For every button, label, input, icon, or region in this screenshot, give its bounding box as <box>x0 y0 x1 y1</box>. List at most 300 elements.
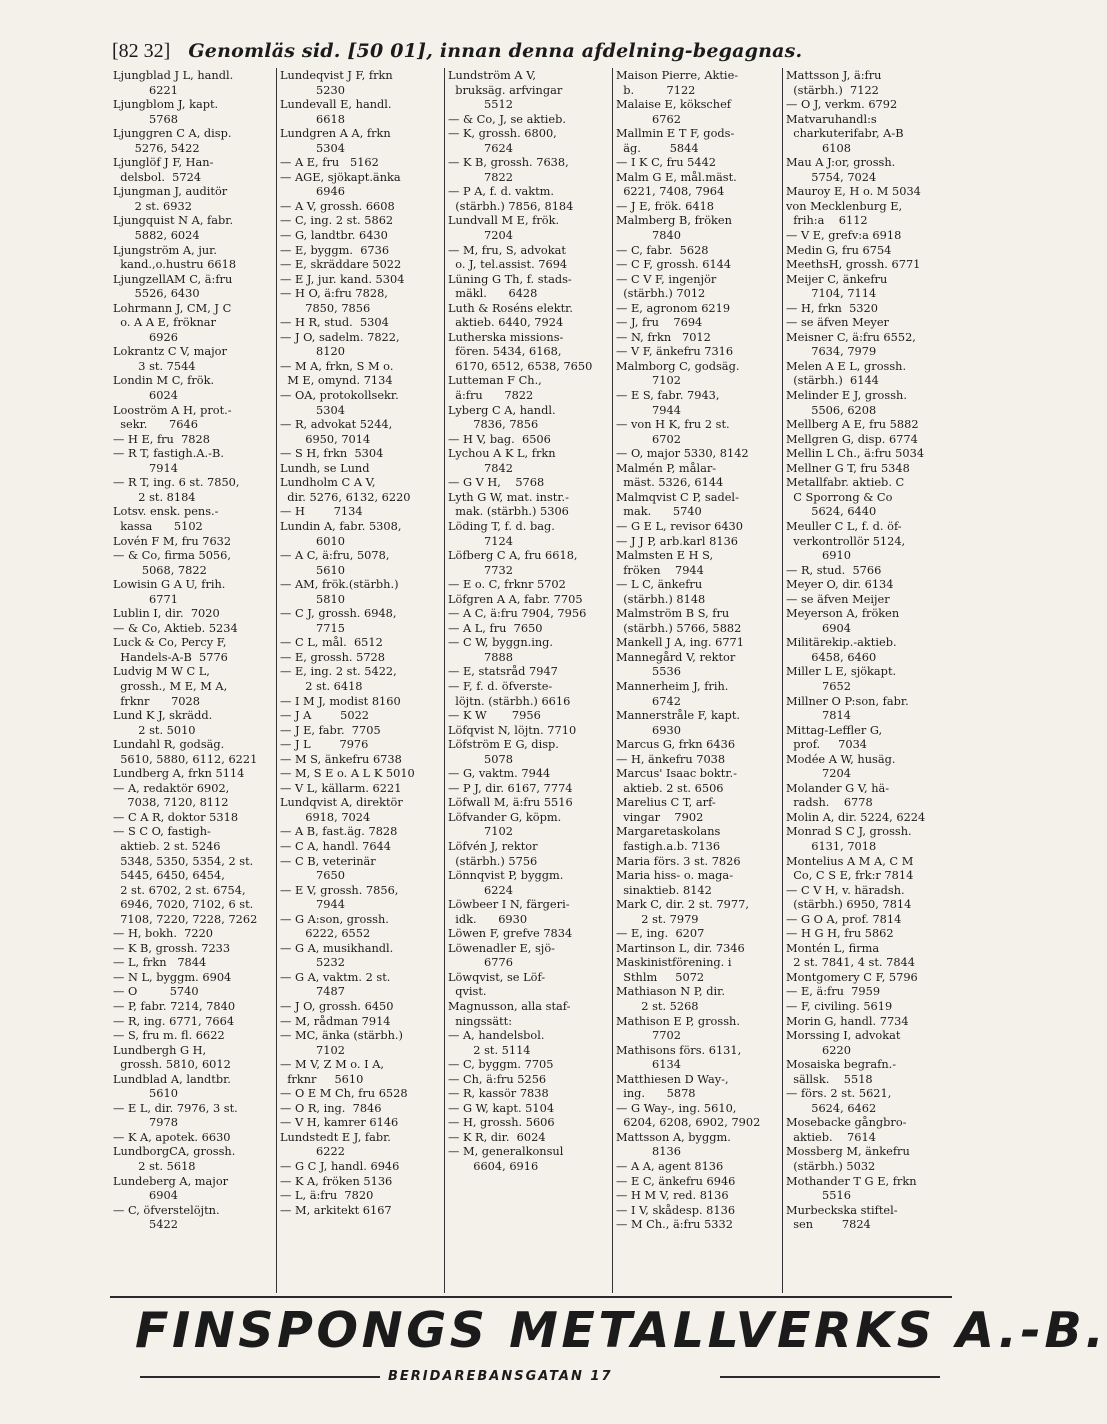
directory-entry-line: 5768 <box>113 111 178 126</box>
directory-entry-line: — G A, vaktm. 2 st. <box>280 969 391 984</box>
directory-entry-line: Militärekip.-aktieb. <box>786 635 897 650</box>
directory-entry-line: — E J, jur. kand. 5304 <box>280 271 405 286</box>
directory-entry-line: — H 7134 <box>280 504 363 519</box>
directory-entry-line: 7652 <box>786 678 851 693</box>
directory-entry-line: Molin A, dir. 5224, 6224 <box>786 809 926 824</box>
directory-entry-line: 2 st. 6702, 2 st. 6754, <box>113 882 246 897</box>
directory-entry-line: — G, landtbr. 6430 <box>280 228 388 243</box>
directory-entry-line: — E, agronom 6219 <box>616 300 731 315</box>
directory-entry-line: Malmqvist C P, sadel- <box>616 489 739 504</box>
directory-entry-line: LundborgCA, grossh. <box>113 1144 236 1159</box>
directory-entry-line: — C, fabr. 5628 <box>616 242 709 257</box>
directory-entry-line: — C, öfverstelöjtn. <box>113 1202 220 1217</box>
directory-entry-line: 7702 <box>616 1028 681 1043</box>
directory-entry-line: 5610, 5880, 6112, 6221 <box>113 751 258 766</box>
directory-entry-line: — M, fru, S, advokat <box>448 242 566 257</box>
directory-entry-line: verkontrollör 5124, <box>786 533 906 548</box>
directory-entry-line: Löfberg C A, fru 6618, <box>448 548 578 563</box>
directory-entry-line: — H R, stud. 5304 <box>280 315 389 330</box>
directory-entry-line: Mathiason N P, dir. <box>616 984 725 999</box>
directory-entry-line: 5810 <box>280 591 345 606</box>
directory-entry-line: — K R, dir. 6024 <box>448 1129 546 1144</box>
directory-entry-line: Montén L, firma <box>786 940 880 955</box>
directory-entry-line: 6904 <box>113 1188 178 1203</box>
directory-entry-line: 6170, 6512, 6538, 7650 <box>448 358 593 373</box>
directory-entry-line: 7944 <box>616 402 681 417</box>
directory-entry-line: — H, änkefru 7038 <box>616 751 726 766</box>
directory-entry-line: 7104, 7114 <box>786 286 877 301</box>
directory-entry-line: Co, C S E, frk:r 7814 <box>786 868 914 883</box>
directory-entry-line: 6221 <box>113 82 178 97</box>
directory-entry-line: mäst. 5326, 6144 <box>616 475 724 490</box>
advert-address: BERIDAREBANSGATAN 17 <box>388 1369 613 1384</box>
directory-entry-line: Lüning G Th, f. stads- <box>448 271 572 286</box>
directory-entry-line: — E, byggm. 6736 <box>280 242 390 257</box>
directory-entry-line: ä:fru 7822 <box>448 388 534 403</box>
directory-entry-line: — R T, fastigh.A.-B. <box>113 446 224 461</box>
directory-entry-line: 5516 <box>786 1188 851 1203</box>
directory-entry-line: Meyerson A, fröken <box>786 606 900 621</box>
directory-entry-line: — A E, fru 5162 <box>280 155 379 170</box>
directory-entry-line: 5276, 5422 <box>113 140 200 155</box>
directory-entry-line: 8120 <box>280 344 345 359</box>
directory-entry-line: 7814 <box>786 708 851 723</box>
directory-column <box>444 68 612 1293</box>
directory-entry-line: 2 st. 7841, 4 st. 7844 <box>786 955 915 970</box>
directory-entry-line: 6222, 6552 <box>280 926 371 941</box>
directory-entry-line: — S C O, fastigh- <box>113 824 211 839</box>
directory-entry-line: — O J, verkm. 6792 <box>786 97 898 112</box>
directory-entry-line: Lundblad A, landtbr. <box>113 1071 231 1086</box>
directory-entry-line: Montgomery C F, 5796 <box>786 969 918 984</box>
directory-entry-line: 7108, 7220, 7228, 7262 <box>113 911 258 926</box>
directory-entry-line: — O 5740 <box>113 984 199 999</box>
directory-entry-line: löjtn. (stärbh.) 6616 <box>448 693 571 708</box>
directory-entry-line: — O E M Ch, fru 6528 <box>280 1086 408 1101</box>
directory-entry-line: — O, major 5330, 8142 <box>616 446 749 461</box>
directory-entry-line: Mannegård V, rektor <box>616 649 736 664</box>
advert-address-rule-right <box>720 1376 940 1378</box>
directory-entry-line: mak. (stärbh.) 5306 <box>448 504 569 519</box>
directory-entry-line: Mellner G T, fru 5348 <box>786 460 910 475</box>
directory-entry-line: — A, handelsbol. <box>448 1028 545 1043</box>
directory-entry-line: 5304 <box>280 402 345 417</box>
directory-entry-line: Mallmin E T F, gods- <box>616 126 735 141</box>
directory-entry-line: frknr 5610 <box>280 1071 364 1086</box>
directory-entry-line: 7102 <box>280 1042 345 1057</box>
directory-entry-line: — M S, änkefru 6738 <box>280 751 402 766</box>
directory-entry-line: — A V, grossh. 6608 <box>280 198 395 213</box>
directory-entry-line: — E, ing. 6207 <box>616 926 705 941</box>
directory-entry-line: — R, ing. 6771, 7664 <box>113 1013 235 1028</box>
directory-entry-line: 6904 <box>786 620 851 635</box>
directory-entry-line: Löfström E G, disp. <box>448 737 559 752</box>
directory-entry-line: — M, arkitekt 6167 <box>280 1202 392 1217</box>
directory-entry-line: 7888 <box>448 649 513 664</box>
directory-entry-line: — J E, fabr. 7705 <box>280 722 381 737</box>
directory-entry-line: Lundqvist A, direktör <box>280 795 403 810</box>
directory-entry-line: 5078 <box>448 751 513 766</box>
directory-entry-line: sekr. 7646 <box>113 417 198 432</box>
directory-entry-line: frknr 7028 <box>113 693 200 708</box>
directory-entry-line: — E, ing. 2 st. 5422, <box>280 664 397 679</box>
directory-entry-line: Mittag-Leffler G, <box>786 722 883 737</box>
directory-entry-line: — P, fabr. 7214, 7840 <box>113 999 236 1013</box>
directory-entry-line: grossh., M E, M A, <box>113 678 228 693</box>
directory-entry-line: 5610 <box>113 1086 178 1101</box>
directory-entry-line: Marcus' Isaac boktr.- <box>616 766 737 781</box>
directory-entry-line: delsbol. 5724 <box>113 169 202 184</box>
directory-entry-line: 7978 <box>113 1115 178 1130</box>
directory-entry-line: — C F, grossh. 6144 <box>616 257 732 272</box>
directory-entry-line: Matvaruhandl:s <box>786 111 877 126</box>
directory-entry-line: Luck & Co, Percy F, <box>113 635 227 650</box>
directory-entry-line: 5536 <box>616 664 681 679</box>
directory-entry-line: prof. 7034 <box>786 737 868 752</box>
directory-entry-line: — M V, Z M o. I A, <box>280 1057 385 1072</box>
directory-entry-line: dir. 5276, 6132, 6220 <box>280 489 411 504</box>
directory-entry-line: 2 st. 5010 <box>113 722 196 737</box>
directory-entry-line: qvist. <box>448 984 487 999</box>
directory-entry-line: — A B, fast.äg. 7828 <box>280 824 398 839</box>
directory-entry-line: — & Co, firma 5056, <box>113 548 231 563</box>
directory-entry-line: Melen A E L, grossh. <box>786 358 907 373</box>
directory-entry-line: — AGE, sjökapt.änka <box>280 169 401 184</box>
directory-entry-line: — G A:son, grossh. <box>280 911 389 926</box>
directory-entry-line: bruksäg. arfvingar <box>448 82 563 97</box>
directory-entry-line: ing. 5878 <box>616 1086 696 1101</box>
directory-entry-line: — J E, frök. 6418 <box>616 198 715 213</box>
directory-entry-line: Lovén F M, fru 7632 <box>113 533 232 548</box>
directory-entry-line: — J, fru 7694 <box>616 315 703 330</box>
directory-entry-line: — L C, änkefru <box>616 577 703 592</box>
directory-entry-line: — S H, frkn 5304 <box>280 446 384 461</box>
directory-entry-line: 7650 <box>280 868 345 883</box>
directory-entry-line: 6131, 7018 <box>786 838 877 853</box>
directory-entry-line: Mankell J A, ing. 6771 <box>616 635 744 650</box>
directory-entry-line: 7624 <box>448 140 513 155</box>
directory-entry-line: Mathison E P, grossh. <box>616 1013 740 1028</box>
directory-entry-line: — J O, grossh. 6450 <box>280 999 394 1013</box>
directory-entry-line: von Mecklenburg E, <box>786 198 903 213</box>
directory-entry-line: — M, rådman 7914 <box>280 1013 391 1028</box>
directory-entry-line: — I V, skådesp. 8136 <box>616 1202 736 1217</box>
directory-entry-line: Lundholm C A V, <box>280 475 376 490</box>
directory-entry-line: 5754, 7024 <box>786 169 877 184</box>
directory-entry-line: 2 st. 5618 <box>113 1159 196 1174</box>
directory-entry-line: Lyberg C A, handl. <box>448 402 556 417</box>
directory-entry-line: 7850, 7856 <box>280 300 371 315</box>
directory-entry-line: — V L, källarm. 6221 <box>280 780 402 795</box>
directory-entry-line: — O R, ing. 7846 <box>280 1100 382 1115</box>
page-header <box>112 40 942 70</box>
directory-entry-line: Metallfabr. aktieb. C <box>786 475 905 490</box>
directory-entry-line: — J L 7976 <box>280 737 369 752</box>
directory-entry-line: — K, grossh. 6800, <box>448 126 557 141</box>
directory-entry-line: 7102 <box>448 824 513 839</box>
directory-entry-line: — & Co, J, se aktieb. <box>448 111 567 126</box>
directory-entry-line: — Ch, ä:fru 5256 <box>448 1071 547 1086</box>
directory-entry-line: — I M J, modist 8160 <box>280 693 401 708</box>
directory-entry-line: Malmberg B, fröken <box>616 213 732 228</box>
directory-entry-line: Marcus G, frkn 6436 <box>616 737 736 752</box>
directory-entry-line: 5348, 5350, 5354, 2 st. <box>113 853 254 868</box>
directory-entry-line: — A, redaktör 6902, <box>113 780 230 795</box>
directory-entry-line: Lundahl R, godsäg. <box>113 737 225 752</box>
directory-entry-line: — V F, änkefru 7316 <box>616 344 734 359</box>
directory-entry-line: Meyer O, dir. 6134 <box>786 577 894 592</box>
directory-entry-line: Löfvander G, köpm. <box>448 809 562 824</box>
directory-entry-line: — G V H, 5768 <box>448 475 545 490</box>
directory-entry-line: vingar 7902 <box>616 809 704 824</box>
directory-entry-line: Lyth G W, mat. instr.- <box>448 489 569 504</box>
directory-entry-line: 7732 <box>448 562 513 577</box>
directory-entry-line: — E o. C, frknr 5702 <box>448 577 566 592</box>
directory-entry-line: 5624, 6462 <box>786 1100 877 1115</box>
directory-entry-line: äg. 5844 <box>616 140 699 155</box>
directory-entry-line: 7634, 7979 <box>786 344 877 359</box>
directory-entry-line: — K A, fröken 5136 <box>280 1173 393 1188</box>
directory-entry-line: — se äfven Meijer <box>786 591 890 606</box>
directory-entry-line: 2 st. 8184 <box>113 489 196 504</box>
directory-entry-line: Ljungman J, auditör <box>113 184 228 199</box>
directory-entry-line: 7204 <box>448 228 513 243</box>
directory-entry-line: — se äfven Meyer <box>786 315 889 330</box>
directory-entry-line: 7944 <box>280 897 345 912</box>
directory-entry-line: — F, civiling. 5619 <box>786 999 893 1013</box>
directory-entry-line: (stärbh.) 7012 <box>616 286 706 301</box>
directory-entry-line: — J A 5022 <box>280 708 370 723</box>
directory-entry-line: — A A, agent 8136 <box>616 1159 724 1174</box>
directory-entry-line: Lundevall E, handl. <box>280 97 392 112</box>
directory-entry-line: 5882, 6024 <box>113 228 200 243</box>
directory-entry-line: — R T, ing. 6 st. 7850, <box>113 475 240 490</box>
directory-entry-line: — A C, ä:fru 7904, 7956 <box>448 606 587 621</box>
directory-entry-line: Malaise E, kökschef <box>616 97 731 112</box>
directory-entry-line: Malmén P, målar- <box>616 460 717 475</box>
directory-entry-line: — M Ch., ä:fru 5332 <box>616 1217 733 1232</box>
directory-entry-line: 7822 <box>448 169 513 184</box>
directory-entry-line: — C V F, ingenjör <box>616 271 717 286</box>
directory-entry-line: sinaktieb. 8142 <box>616 882 712 897</box>
directory-entry-line: — C V H, v. häradsh. <box>786 882 905 897</box>
directory-entry-line: Maria hiss- o. maga- <box>616 868 734 883</box>
directory-entry-line: fröken 7944 <box>616 562 704 577</box>
directory-entry-line: Ljungquist N A, fabr. <box>113 213 234 228</box>
directory-entry-line: fören. 5434, 6168, <box>448 344 562 359</box>
directory-entry-line: Lychou A K L, frkn <box>448 446 556 461</box>
directory-entry-line: 6950, 7014 <box>280 431 371 446</box>
directory-entry-line: 2 st. 6418 <box>280 678 363 693</box>
directory-entry-line: — K B, grossh. 7233 <box>113 940 231 955</box>
directory-entry-line: idk. 6930 <box>448 911 528 926</box>
directory-entry-line: — R, kassör 7838 <box>448 1086 549 1101</box>
directory-entry-line: 6702 <box>616 431 681 446</box>
directory-entry-line: 5232 <box>280 955 345 970</box>
directory-entry-line: — N L, byggm. 6904 <box>113 969 232 984</box>
directory-entry-line: 6224 <box>448 882 513 897</box>
directory-entry-line: Margaretaskolans <box>616 824 721 839</box>
directory-entry-line: Lönnqvist P, byggm. <box>448 868 564 883</box>
directory-entry-line: — M, S E o. A L K 5010 <box>280 766 415 781</box>
directory-entry-line: Mathisons förs. 6131, <box>616 1042 742 1057</box>
directory-entry-line: Marelius C T, arf- <box>616 795 716 810</box>
directory-entry-line: Löwbeer I N, färgeri- <box>448 897 570 912</box>
directory-entry-line: — H M V, red. 8136 <box>616 1188 729 1203</box>
directory-entry-line: grossh. 5810, 6012 <box>113 1057 231 1072</box>
directory-entry-line: Lundeberg A, major <box>113 1173 229 1188</box>
directory-entry-line: 5230 <box>280 82 345 97</box>
directory-entry-line: 5512 <box>448 97 513 112</box>
directory-entry-line: (stärbh.) 6950, 7814 <box>786 897 912 912</box>
directory-entry-line: — & Co, Aktieb. 5234 <box>113 620 238 635</box>
directory-entry-line: 5445, 6450, 6454, <box>113 868 225 883</box>
directory-columns <box>110 68 952 1293</box>
directory-entry-line: 3 st. 7544 <box>113 358 196 373</box>
directory-entry-line: — E V, grossh. 7856, <box>280 882 399 897</box>
directory-entry-line: Morssing I, advokat <box>786 1028 901 1043</box>
directory-entry-line: Mosebacke gångbro- <box>786 1115 907 1130</box>
directory-entry-line: 6458, 6460 <box>786 649 877 664</box>
directory-entry-line: — E, grossh. 5728 <box>280 649 385 664</box>
directory-entry-line: LjungzellAM C, ä:fru <box>113 271 233 286</box>
directory-entry-line: (stärbh.) 6144 <box>786 373 879 388</box>
directory-entry-line: Matthiesen D Way-, <box>616 1071 729 1086</box>
directory-entry-line: Löding T, f. d. bag. <box>448 518 555 533</box>
directory-entry-line: 7124 <box>448 533 513 548</box>
directory-entry-line: Löfgren A A, fabr. 7705 <box>448 591 583 606</box>
directory-entry-line: 8136 <box>616 1144 681 1159</box>
directory-entry-line: Londin M C, frök. <box>113 373 215 388</box>
directory-entry-line: mäkl. 6428 <box>448 286 538 301</box>
directory-entry-line: — C, ing. 2 st. 5862 <box>280 213 394 228</box>
directory-entry-line: — E S, fabr. 7943, <box>616 388 720 403</box>
directory-entry-line: Mattsson J, ä:fru <box>786 68 882 82</box>
directory-entry-line: — M A, frkn, S M o. <box>280 358 394 373</box>
directory-entry-line: 7715 <box>280 620 345 635</box>
directory-entry-line: Medin G, fru 6754 <box>786 242 892 257</box>
directory-entry-line: Ludvig M W C L, <box>113 664 210 679</box>
directory-entry-line: 6222 <box>280 1144 345 1159</box>
directory-entry-line: — A C, ä:fru, 5078, <box>280 548 390 563</box>
directory-entry-line: Löwen F, grefve 7834 <box>448 926 573 941</box>
directory-entry-line: — C B, veterinär <box>280 853 376 868</box>
directory-entry-line: C Sporrong & Co <box>786 489 893 504</box>
directory-entry-line: — E L, dir. 7976, 3 st. <box>113 1100 238 1115</box>
directory-column <box>110 68 276 1293</box>
directory-entry-line: — E, ä:fru 7959 <box>786 984 881 999</box>
directory-entry-line: mak. 5740 <box>616 504 702 519</box>
directory-entry-line: Lundin A, fabr. 5308, <box>280 518 402 533</box>
directory-entry-line: — L, frkn 7844 <box>113 955 207 970</box>
directory-entry-line: — G E L, revisor 6430 <box>616 518 743 533</box>
directory-entry-line: Martinson L, dir. 7346 <box>616 940 745 955</box>
directory-entry-line: 2 st. 7979 <box>616 911 699 926</box>
directory-entry-line: (stärbh.) 7122 <box>786 82 879 97</box>
directory-entry-line: — J J P, arb.karl 8136 <box>616 533 739 548</box>
directory-entry-line: 7842 <box>448 460 513 475</box>
directory-entry-line: (stärbh.) 5766, 5882 <box>616 620 742 635</box>
directory-entry-line: Mannerheim J, frih. <box>616 678 729 693</box>
directory-entry-line: sällsk. 5518 <box>786 1071 873 1086</box>
directory-entry-line: Modée A W, husäg. <box>786 751 896 766</box>
directory-entry-line: Maria förs. 3 st. 7826 <box>616 853 741 868</box>
directory-entry-line: Lundberg A, frkn 5114 <box>113 766 245 781</box>
directory-entry-line: — K A, apotek. 6630 <box>113 1129 231 1144</box>
directory-entry-line: 5624, 6440 <box>786 504 877 519</box>
directory-entry-line: — G, vaktm. 7944 <box>448 766 551 781</box>
directory-entry-line: Monrad S C J, grossh. <box>786 824 912 839</box>
directory-entry-line: Lutherska missions- <box>448 329 564 344</box>
directory-entry-line: — G A, musikhandl. <box>280 940 394 955</box>
directory-entry-line: Löwqvist, se Löf- <box>448 969 546 984</box>
directory-entry-line: 6221, 7408, 7964 <box>616 184 725 199</box>
directory-entry-line: Maison Pierre, Aktie- <box>616 68 739 82</box>
directory-entry-line: Lundgren A A, frkn <box>280 126 391 141</box>
directory-column <box>782 68 952 1293</box>
directory-entry-line: MeethsH, grossh. 6771 <box>786 257 921 272</box>
directory-entry-line: Mellin L Ch., ä:fru 5034 <box>786 446 925 461</box>
directory-entry-line: — N, frkn 7012 <box>616 329 711 344</box>
directory-entry-line: 6926 <box>113 329 178 344</box>
directory-entry-line: — förs. 2 st. 5621, <box>786 1086 892 1101</box>
directory-entry-line: — R, advokat 5244, <box>280 417 393 432</box>
advert-top-rule <box>110 1296 952 1298</box>
directory-entry-line: 2 st. 5268 <box>616 999 699 1013</box>
directory-entry-line: — H, frkn 5320 <box>786 300 878 315</box>
directory-entry-line: 5526, 6430 <box>113 286 200 301</box>
directory-entry-line: 5304 <box>280 140 345 155</box>
directory-entry-line: Mossberg M, änkefru <box>786 1144 910 1159</box>
directory-entry-line: — C A R, doktor 5318 <box>113 809 239 824</box>
directory-entry-line: 6771 <box>113 591 178 606</box>
directory-entry-line: Mau A J:or, grossh. <box>786 155 896 170</box>
directory-entry-line: 6946 <box>280 184 345 199</box>
directory-entry-line: 6010 <box>280 533 345 548</box>
directory-entry-line: Meijer C, änkefru <box>786 271 888 286</box>
usage-notice: Genomläs sid. [50 01], innan denna afdelning-begagnas. <box>188 40 803 62</box>
advert-company-name: FINSPONGS METALLVERKS A.-B. <box>135 1302 1107 1359</box>
directory-entry-line: — C A, handl. 7644 <box>280 838 391 853</box>
directory-entry-line: 6946, 7020, 7102, 6 st. <box>113 897 254 912</box>
directory-entry-line: — J O, sadelm. 7822, <box>280 329 400 344</box>
directory-entry-line: Löfvén J, rektor <box>448 838 538 853</box>
directory-entry-line: — P A, f. d. vaktm. <box>448 184 555 199</box>
directory-entry-line: b. 7122 <box>616 82 696 97</box>
directory-entry-line: — G O A, prof. 7814 <box>786 911 902 926</box>
directory-entry-line: — M, generalkonsul <box>448 1144 564 1159</box>
page-number: [82 32] <box>112 40 171 62</box>
directory-entry-line: — E, skräddare 5022 <box>280 257 402 272</box>
directory-entry-line: 5610 <box>280 562 345 577</box>
directory-entry-line: — P J, dir. 6167, 7774 <box>448 780 573 795</box>
directory-entry-line: Morin G, handl. 7734 <box>786 1013 909 1028</box>
directory-entry-line: Murbeckska stiftel- <box>786 1202 898 1217</box>
directory-entry-line: 6930 <box>616 722 681 737</box>
directory-entry-line: — H O, ä:fru 7828, <box>280 286 388 301</box>
directory-entry-line: — C L, mål. 6512 <box>280 635 383 650</box>
directory-entry-line: sen 7824 <box>786 1217 871 1232</box>
directory-entry-line: — E C, änkefru 6946 <box>616 1173 736 1188</box>
directory-entry-line: Lund K J, skrädd. <box>113 708 213 723</box>
directory-entry-line: Löfqvist N, löjtn. 7710 <box>448 722 577 737</box>
directory-entry-line: 7914 <box>113 460 178 475</box>
directory-entry-line: 6134 <box>616 1057 681 1072</box>
advert-address-rule-left <box>140 1376 380 1378</box>
directory-entry-line: Lutteman F Ch., <box>448 373 542 388</box>
directory-entry-line: Lundh, se Lund <box>280 460 370 475</box>
directory-entry-line: Mellberg A E, fru 5882 <box>786 417 919 432</box>
